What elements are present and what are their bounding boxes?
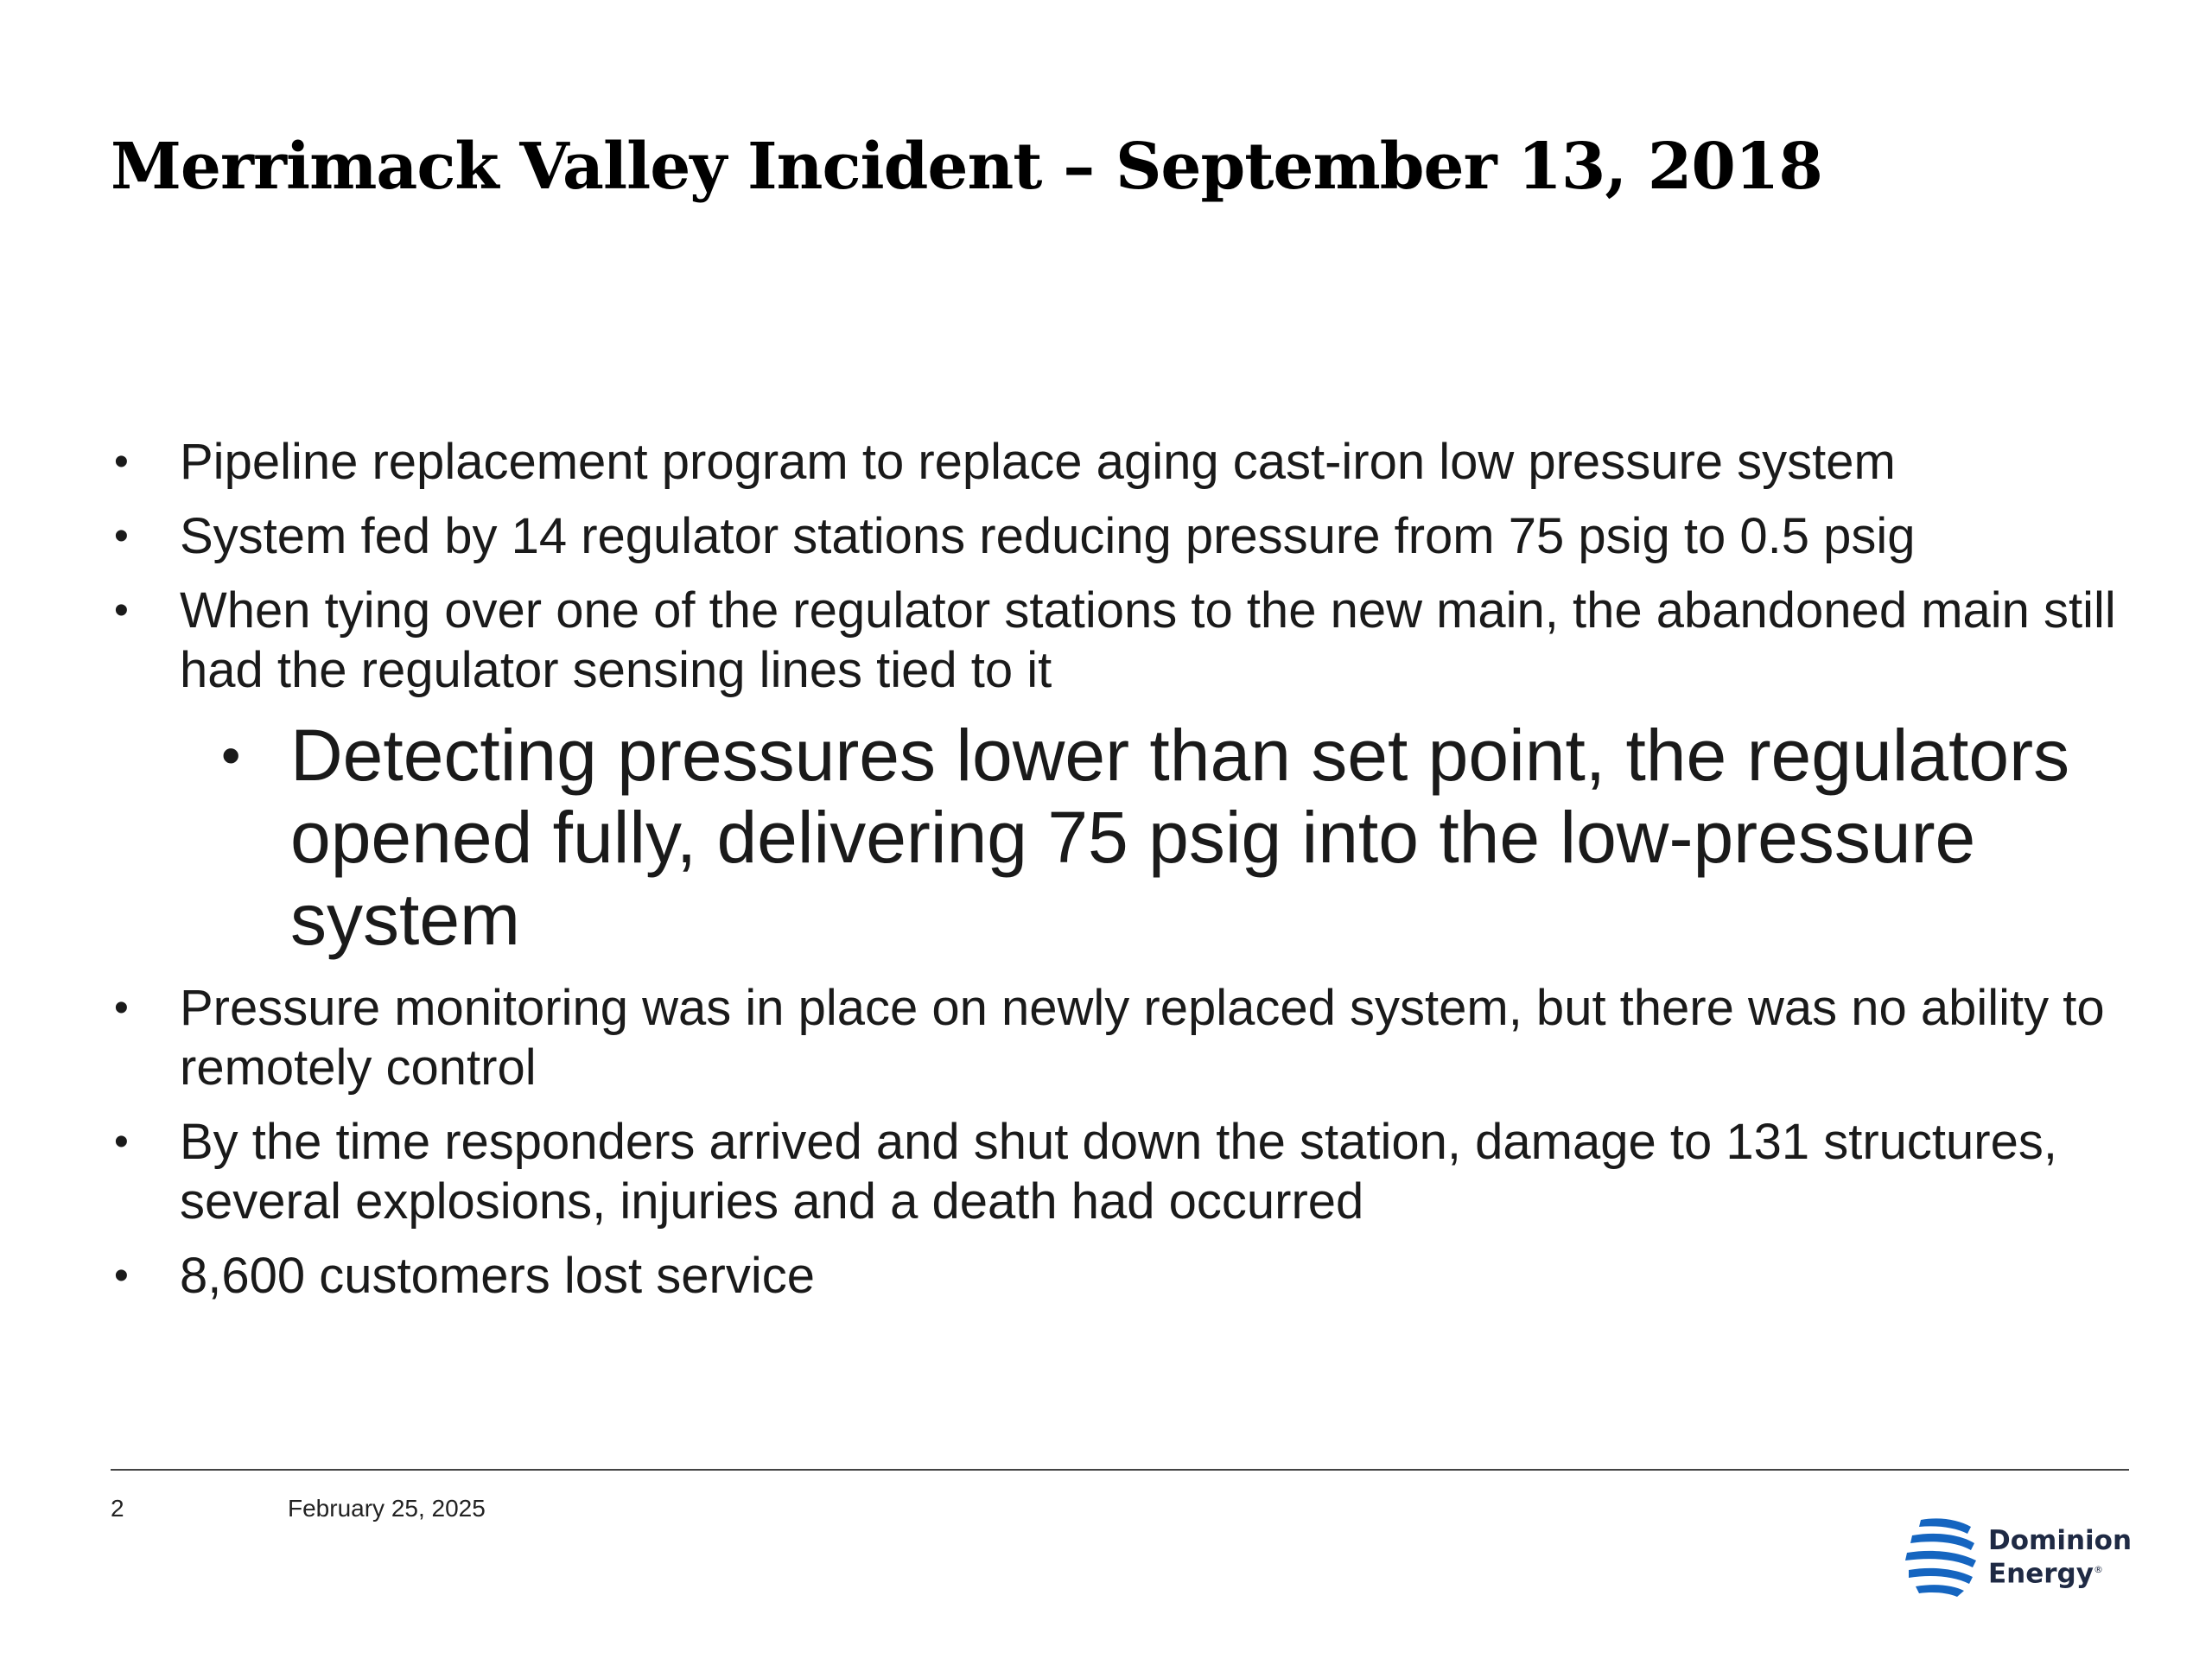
bullet-text: System fed by 14 regulator stations reducing pressure from 75 psig to 0.5 psig (180, 508, 1916, 564)
bullet-list (111, 432, 2133, 1320)
bullet-glyph: • (114, 513, 129, 559)
bullet-item (111, 506, 2133, 566)
bullet-item (111, 1112, 2133, 1231)
logo-wordmark (1988, 1527, 2132, 1588)
bullet-glyph: • (114, 1119, 129, 1165)
logo-line-2 (1988, 1555, 2132, 1588)
bullet-glyph: • (114, 985, 129, 1031)
bullet-item (111, 978, 2133, 1097)
bullet-glyph: • (114, 1253, 129, 1299)
bullet-text: When tying over one of the regulator stations to the new main, the abandoned main still had the regulator sensing lines tied to it (180, 582, 2116, 698)
page-number: 2 (111, 1495, 124, 1522)
bullet-text: Detecting pressures lower than set point, the regulators opened fully, delivering 75 psig into the low-pressure system (290, 715, 2070, 960)
footer-divider (111, 1469, 2129, 1471)
bullet-text: Pipeline replacement program to replace aging cast-iron low pressure system (180, 434, 1896, 490)
company-logo (1905, 1516, 2133, 1603)
bullet-text: 8,600 customers lost service (180, 1248, 815, 1304)
bullet-item (111, 581, 2133, 700)
footer-date: February 25, 2025 (288, 1495, 486, 1522)
bullet-glyph: • (114, 439, 129, 485)
logo-line-1: Dominion (1988, 1525, 2133, 1556)
logo-line-2-text: Energy (1988, 1558, 2094, 1590)
dominion-energy-logo-icon (1905, 1516, 1976, 1599)
bullet-item (111, 432, 2133, 492)
bullet-glyph: • (114, 588, 129, 633)
registered-mark: ® (2093, 1564, 2103, 1575)
bullet-text: Pressure monitoring was in place on newly replaced system, but there was no ability to remotely control (180, 980, 2105, 1096)
bullet-item (111, 1246, 2133, 1306)
slide-title: Merrimack Valley Incident – September 13, 2018 (111, 130, 1822, 204)
bullet-text: By the time responders arrived and shut down the station, damage to 131 structures, several explosions, injuries and a death had occurred (180, 1114, 2057, 1230)
bullet-glyph: • (221, 724, 241, 786)
sub-bullet-item (221, 715, 2133, 961)
